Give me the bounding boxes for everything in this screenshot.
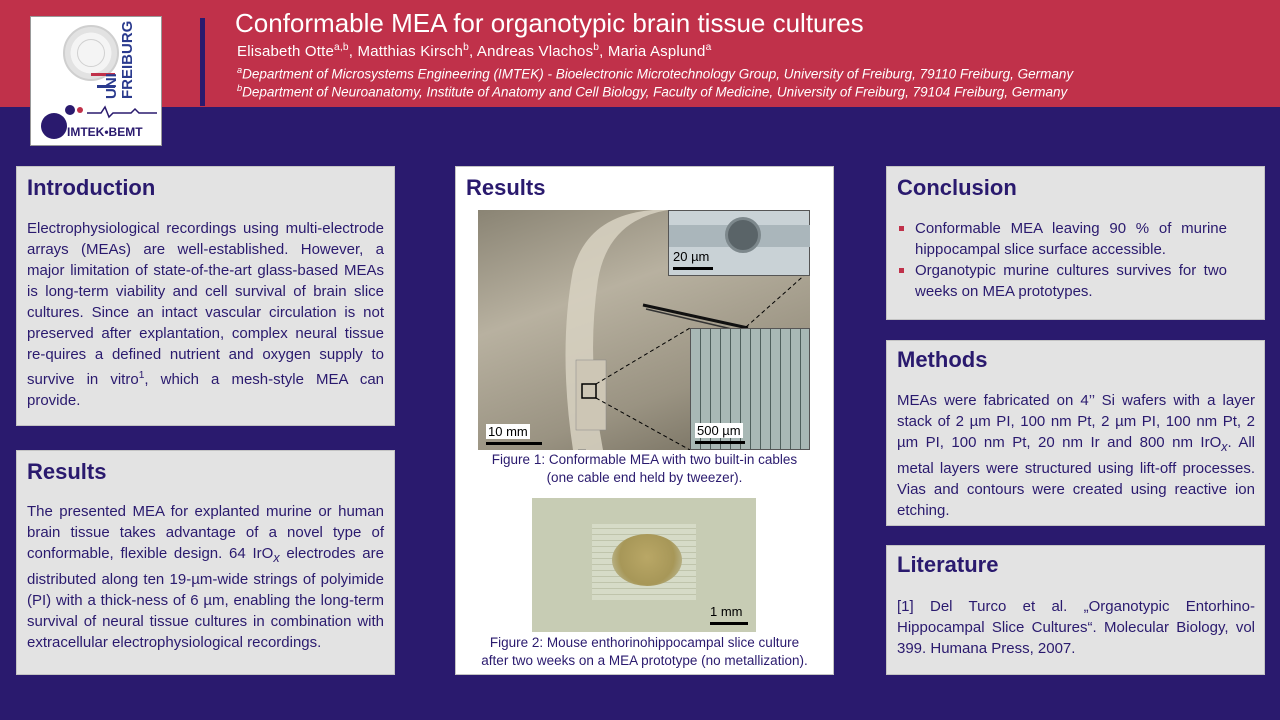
scalebar-20um: [673, 267, 713, 270]
uni-freiburg-wordmark: [103, 20, 143, 101]
figure1-inset-bottom: [690, 328, 810, 450]
logo-uni-text: UNI: [103, 73, 120, 99]
author-name: Elisabeth Otte: [237, 43, 335, 60]
scale-label-500um: 500 µm: [697, 423, 741, 438]
conclusion-heading: Conclusion: [897, 175, 1017, 200]
introduction-heading: Introduction: [27, 175, 156, 200]
author-affiliation-mark: b: [463, 42, 469, 53]
logo-freiburg-text: FREIBURG: [119, 20, 136, 99]
scalebar-10mm: [486, 442, 542, 445]
results-text-panel: [16, 450, 395, 675]
scale-label-20um: 20 µm: [673, 249, 710, 264]
figure1-inset-top: [668, 210, 810, 276]
results-heading: Results: [27, 459, 107, 484]
conclusion-bullet: Organotypic murine cultures survives for two weeks on MEA prototypes.: [897, 260, 1227, 302]
affiliation-a: $^a$Department of Microsystems Engineering (IMTEK) - Bioelectronic Microtechnology Group, University of Freiburg, 79110 Freiburg, Germany: [237, 65, 1074, 82]
methods-panel: [886, 340, 1265, 526]
literature-heading: Literature: [897, 552, 999, 577]
title-accent-bar: [200, 18, 205, 106]
results-figures-heading: Results: [466, 175, 546, 200]
poster-title: Conformable MEA for organotypic brain tissue cultures: [235, 8, 864, 38]
affiliation-b: $^b$Department of Neuroanatomy, Institute of Anatomy and Cell Biology, Faculty of Medicine, University of Freiburg, 79104 Freiburg, Germany: [237, 83, 1068, 100]
conclusion-panel: [886, 166, 1265, 320]
figure2-caption: Figure 2: Mouse enthorinohippocampal slice culture after two weeks on a MEA prototype (no metallization).: [481, 635, 808, 668]
imtek-dot-icon: [65, 105, 75, 115]
results-text: The presented MEA for explanted murine or human brain tissue takes advantage of a novel type of conformable, flexible design. 64 IrO$_x$ electrodes are distributed along ten 19-µm-wide strings of polyimide (PI) with a thick-ness of 6 µm, enabling the long-term survival of neural tissue cultures in combination with extracellular electrophysiological recordings.: [27, 503, 384, 651]
introduction-text: Electrophysiological recordings using multi-electrode arrays (MEAs) are well-established. However, a major limitation of state-of-the-art glass-based MEAs is long-term viability and cell survival of brain slice cultures. Since an intact vascular circulation is not preserved after explantation, complex neural tissue re-quires a defined nutrient and oxygen supply to survive in vitro$^1$, which a mesh-style MEA can provide.: [27, 220, 384, 409]
figure1-caption: Figure 1: Conformable MEA with two built-in cables (one cable end held by tweezer).: [491, 452, 798, 485]
imtek-dot-red-icon: [77, 107, 83, 113]
scale-label-10mm: 10 mm: [488, 424, 528, 439]
author-affiliation-mark: a,b: [334, 42, 349, 53]
literature-text: [1] Del Turco et al. „Organotypic Entorhino-Hippocampal Slice Cultures“. Molecular Biology, vol 399. Humana Press, 2007.: [897, 598, 1255, 657]
slice-culture: [612, 534, 682, 586]
conclusion-list: [897, 218, 1227, 302]
signal-wave-icon: [87, 103, 157, 119]
scale-label-1mm: 1 mm: [710, 604, 743, 619]
results-figures-panel: [455, 166, 834, 675]
figure1-photo: [478, 210, 810, 450]
author-name: Matthias Kirsch: [357, 43, 464, 60]
literature-panel: [886, 545, 1265, 675]
methods-heading: Methods: [897, 347, 988, 372]
conclusion-bullet: Conformable MEA leaving 90 % of murine hippocampal slice surface accessible.: [897, 218, 1227, 260]
scalebar-1mm: [710, 622, 748, 625]
author-name: Maria Asplund: [607, 43, 706, 60]
author-name: Andreas Vlachos: [476, 43, 594, 60]
scalebar-500um: [695, 441, 745, 444]
imtek-bemt-text: IMTEK•BEMT: [67, 125, 143, 139]
figure2-photo: [532, 498, 756, 632]
author-affiliation-mark: b: [593, 42, 600, 53]
introduction-panel: [16, 166, 395, 426]
author-affiliation-mark: a: [705, 42, 712, 53]
electrode-opening-icon: [725, 217, 761, 253]
university-logo: [30, 16, 162, 146]
author-list: Elisabeth Otte$^{a,b}$, Matthias Kirsch$^b$, Andreas Vlachos$^b$, Maria Asplund$^a$: [237, 42, 712, 60]
imtek-circle-icon: [41, 113, 67, 139]
methods-text: MEAs were fabricated on 4’’ Si wafers with a layer stack of 2 µm PI, 100 nm Pt, 2 µm PI, 100 nm Pt, 2 µm PI, 100 nm Pt, 20 nm Ir and 800 nm IrO$_x$. All metal layers were structured using lift-off processes. Vias and contours were created using reactive ion etching.: [897, 392, 1255, 519]
